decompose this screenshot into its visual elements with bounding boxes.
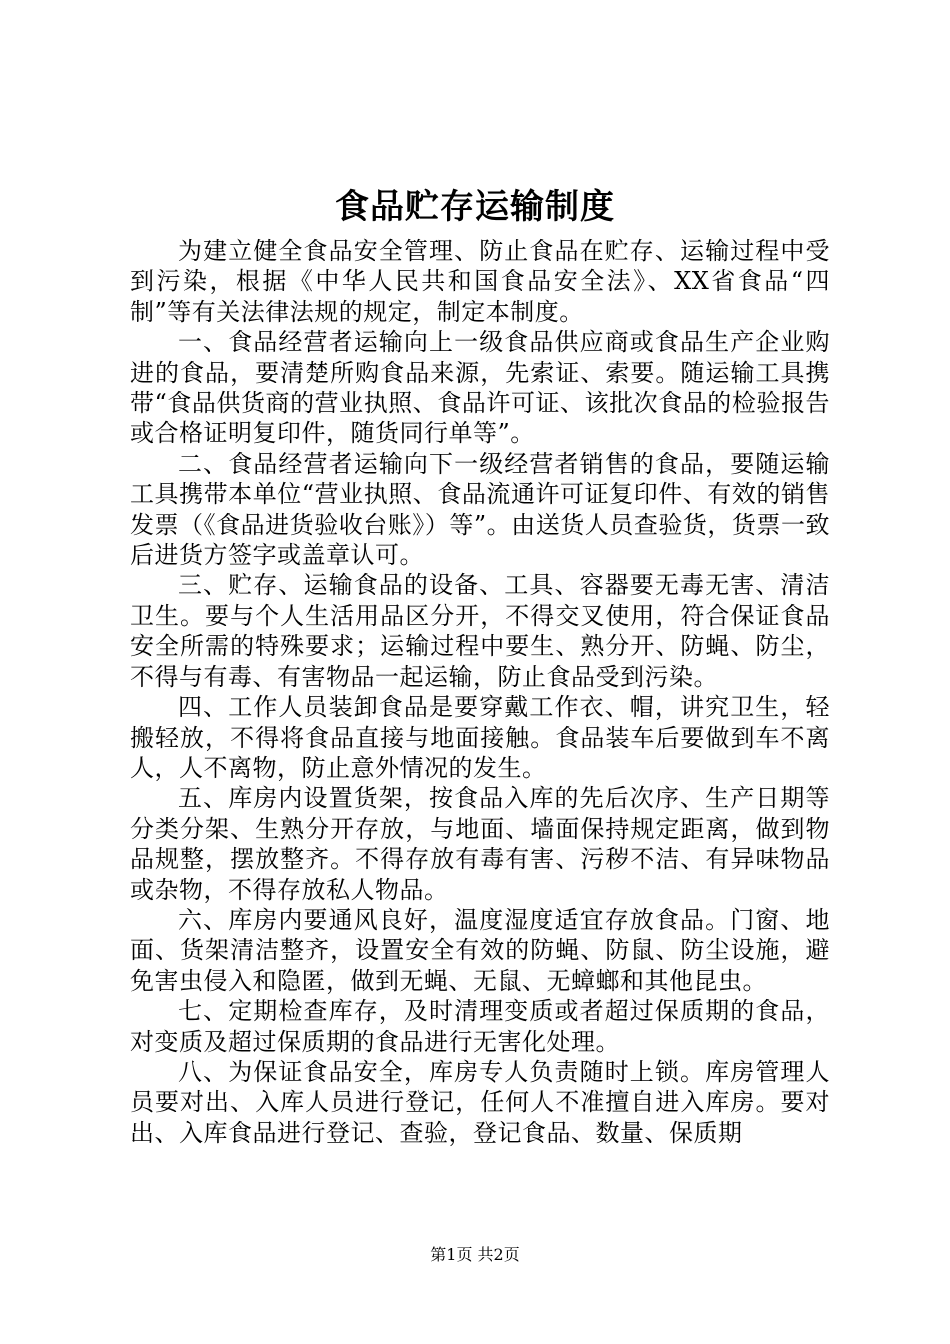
clause-7-paragraph: 七、定期检查库存，及时清理变质或者超过保质期的食品，对变质及超过保质期的食品进行无害化处理。 xyxy=(130,997,830,1056)
clause-3-paragraph: 三、贮存、运输食品的设备、工具、容器要无毒无害、清洁卫生。要与个人生活用品区分开，不得交叉使用，符合保证食品安全所需的特殊要求；运输过程中要生、熟分开、防蝇、防尘，不得与有毒、有害物品一起运输，防止食品受到污染。 xyxy=(130,571,830,691)
page-number-footer: 第1页 共2页 xyxy=(430,1245,520,1264)
intro-paragraph: 为建立健全食品安全管理、防止食品在贮存、运输过程中受到污染，根据《中华人民共和国食品安全法》、XX省食品“四制”等有关法律法规的规定，制定本制度。 xyxy=(130,237,830,326)
clause-6-paragraph: 六、库房内要通风良好，温度湿度适宜存放食品。门窗、地面、货架清洁整齐，设置安全有效的防蝇、防鼠、防尘设施，避免害虫侵入和隐匿，做到无蝇、无鼠、无蟑螂和其他昆虫。 xyxy=(130,905,830,995)
clause-1-paragraph: 一、食品经营者运输向上一级食品供应商或食品生产企业购进的食品，要清楚所购食品来源，先索证、索要。随运输工具携带“食品供货商的营业执照、食品许可证、该批次食品的检验报告或合格证明复印件，随货同行单等”。 xyxy=(130,328,830,448)
clause-4-paragraph: 四、工作人员装卸食品是要穿戴工作衣、帽，讲究卫生，轻搬轻放，不得将食品直接与地面接触。食品装车后要做到车不离人，人不离物，防止意外情况的发生。 xyxy=(130,693,830,782)
clause-8-paragraph: 八、为保证食品安全，库房专人负责随时上锁。库房管理人员要对出、入库人员进行登记，任何人不准擅自进入库房。要对出、入库食品进行登记、查验，登记食品、数量、保质期 xyxy=(130,1057,830,1147)
document-title: 食品贮存运输制度 xyxy=(335,187,615,227)
document-body xyxy=(130,236,830,1148)
clause-2-paragraph: 二、食品经营者运输向下一级经营者销售的食品，要随运输工具携带本单位“营业执照、食品流通许可证复印件、有效的销售发票（《食品进货验收台账》）等”。由送货人员查验货，货票一致后进货方签字或盖章认可。 xyxy=(130,449,830,570)
clause-5-paragraph: 五、库房内设置货架，按食品入库的先后次序、生产日期等分类分架、生熟分开存放，与地面、墙面保持规定距离，做到物品规整，摆放整齐。不得存放有毒有害、污秽不洁、有异味物品或杂物，不得存放私人物品。 xyxy=(130,784,830,904)
